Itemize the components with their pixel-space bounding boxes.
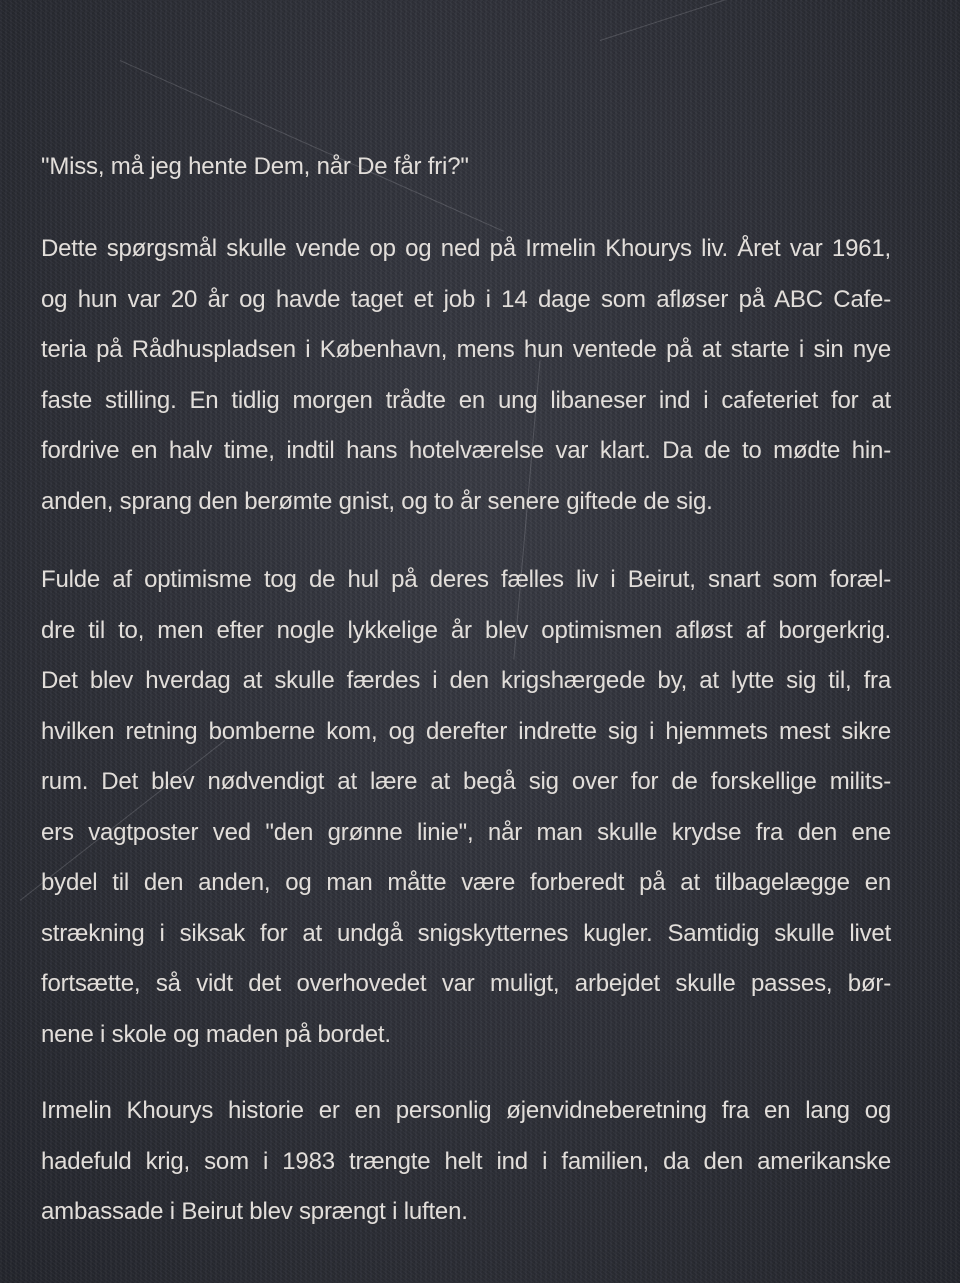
paragraph-3-line: Irmelin Khourys historie er en personlig øjenvidneberetning fra en lang og [41,1097,891,1124]
opening-quote: "Miss, må jeg hente Dem, når De får fri?" [41,153,469,180]
cover-scratch [120,60,504,232]
paragraph-3-line: ambassade i Beirut blev sprængt i luften. [41,1198,468,1225]
cover-scratch [600,0,924,41]
paragraph-2-line: rum. Det blev nødvendigt at lære at begå sig over for de forskellige milits- [41,768,891,795]
paragraph-2-line: fortsætte, så vidt det overhovedet var muligt, arbejdet skulle passes, bør- [41,970,891,997]
paragraph-2-line: strækning i siksak for at undgå snigskytternes kugler. Samtidig skulle livet [41,919,891,947]
paragraph-3-line: hadefuld krig, som i 1983 trængte helt ind i familien, da den amerikanske [41,1147,891,1175]
paragraph-1-line: og hun var 20 år og havde taget et job i 14 dage som afløser på ABC Cafe- [41,285,891,313]
paragraph-2-line: hvilken retning bomberne kom, og derefter indrette sig i hjemmets mest sikre [41,717,891,745]
paragraph-1-line: teria på Rådhuspladsen i København, mens hun ventede på at starte i sin nye [41,336,891,363]
paragraph-1-line: Dette spørgsmål skulle vende op og ned på Irmelin Khourys liv. Året var 1961, [41,235,891,262]
paragraph-2-line: dre til to, men efter nogle lykkelige år blev optimismen afløst af borgerkrig. [41,616,891,644]
paragraph-2-line: bydel til den anden, og man måtte være forberedt på at tilbagelægge en [41,869,891,896]
paragraph-2-line: nene i skole og maden på bordet. [41,1020,391,1048]
paragraph-2-line: Fulde af optimisme tog de hul på deres fælles liv i Beirut, snart som foræl- [41,566,891,593]
paragraph-2-line: ers vagtposter ved "den grønne linie", når man skulle krydse fra den ene [41,818,891,846]
paragraph-2-line: Det blev hverdag at skulle færdes i den krigshærgede by, at lytte sig til, fra [41,667,891,694]
paragraph-1-line: anden, sprang den berømte gnist, og to år senere giftede de sig. [41,487,713,515]
paragraph-1-line: faste stilling. En tidlig morgen trådte en ung libaneser ind i cafeteriet for at [41,386,891,414]
paragraph-1-line: fordrive en halv time, indtil hans hotelværelse var klart. Da de to mødte hin- [41,437,891,464]
